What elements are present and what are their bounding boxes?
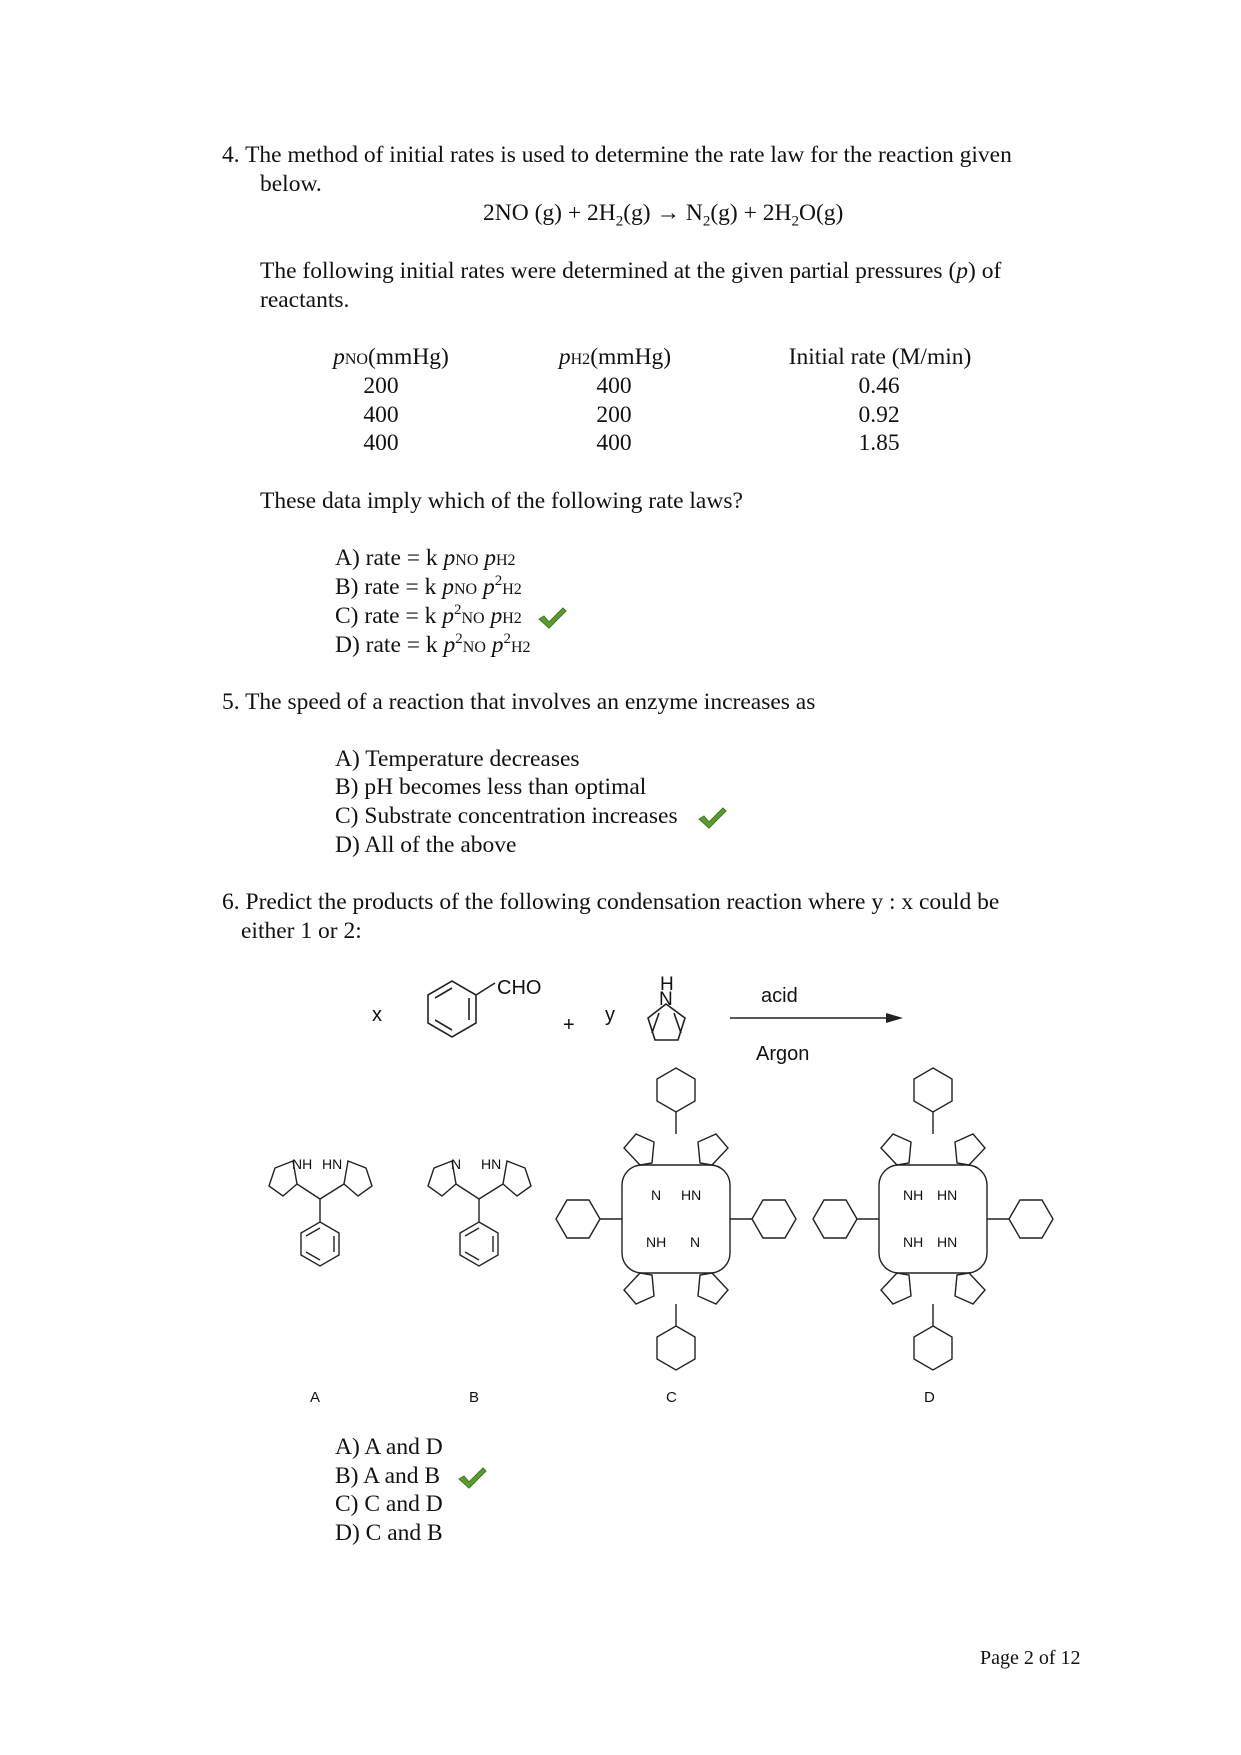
- product-a-structure: [269, 1161, 372, 1266]
- q6-option-c[interactable]: C) C and D: [335, 1491, 443, 1517]
- q4-option-a[interactable]: A) rate = k pNO pH2: [335, 545, 516, 571]
- page-number: Page 2 of 12: [980, 1647, 1081, 1669]
- svg-text:HN: HN: [681, 1187, 702, 1203]
- check-mark-icon: [457, 1466, 487, 1490]
- q6-text-line1: 6. Predict the products of the following condensation reaction where y : x could be: [222, 889, 1000, 915]
- q6-option-b[interactable]: B) A and B: [335, 1463, 441, 1489]
- q5-question: 5. The speed of a reaction that involves an enzyme increases as: [222, 689, 816, 715]
- svg-text:NH: NH: [292, 1156, 313, 1172]
- table-cell: 0.46: [858, 373, 900, 399]
- q5-option-b[interactable]: B) pH becomes less than optimal: [335, 774, 647, 800]
- acid-label: acid: [761, 985, 798, 1007]
- x-label: x: [372, 1004, 382, 1026]
- structure-label-c: C: [666, 1389, 677, 1406]
- table-cell: 400: [596, 373, 632, 399]
- svg-text:N: N: [690, 1234, 701, 1250]
- q4-intro-line1: The following initial rates were determined at the given partial pressures (p) of: [260, 258, 1002, 284]
- argon-label: Argon: [756, 1043, 810, 1065]
- q4-option-b[interactable]: B) rate = k pNO $p^2H2$: [335, 573, 522, 600]
- svg-text:HN: HN: [322, 1156, 343, 1172]
- cho-label: CHO: [497, 977, 542, 999]
- table-header-rate: Initial rate (M/min): [788, 344, 972, 370]
- pyrrole-n-label: N: [659, 989, 673, 1010]
- arrow-head-icon: [886, 1013, 903, 1023]
- svg-text:HN: HN: [937, 1234, 958, 1250]
- q4-intro-line2: reactants.: [260, 287, 350, 313]
- svg-text:N: N: [451, 1156, 462, 1172]
- product-b-structure: [428, 1161, 531, 1266]
- q4-option-c[interactable]: C) rate = k $p^2NO$ pH2: [335, 602, 522, 629]
- svg-text:HN: HN: [481, 1156, 502, 1172]
- svg-text:NH: NH: [903, 1187, 924, 1203]
- svg-text:NH: NH: [903, 1234, 924, 1250]
- table-cell: 400: [596, 430, 632, 456]
- q6-option-d[interactable]: D) C and B: [335, 1520, 443, 1546]
- q4-equation: 2NO $(g) + 2H_2(g) \to N_2(g) + 2H_2O(g)$: [483, 200, 844, 230]
- q6-text-line2: either 1 or 2:: [241, 918, 362, 944]
- plus-label: +: [563, 1014, 575, 1036]
- svg-text:HN: HN: [937, 1187, 958, 1203]
- svg-text:N: N: [651, 1187, 662, 1203]
- table-cell: 200: [596, 402, 632, 428]
- q4-text-line1: 4. The method of initial rates is used to determine the rate law for the reaction given: [222, 142, 1012, 168]
- q5-option-d[interactable]: D) All of the above: [335, 832, 517, 858]
- structure-label-a: A: [310, 1389, 321, 1406]
- table-header-pno: pNO(mmHg): [333, 344, 449, 370]
- table-cell: 1.85: [858, 430, 900, 456]
- svg-text:NH: NH: [646, 1234, 667, 1250]
- benzaldehyde-structure: [428, 981, 495, 1037]
- table-cell: 200: [363, 373, 399, 399]
- q4-option-d[interactable]: D) rate = k $p^2NO$ $p^2H2$: [335, 631, 531, 658]
- table-header-ph2: pH2(mmHg): [558, 344, 672, 370]
- q6-option-a[interactable]: A) A and D: [335, 1434, 443, 1460]
- y-label: y: [605, 1004, 615, 1026]
- pyrrole-h-label: H: [660, 974, 674, 995]
- q5-option-a[interactable]: A) Temperature decreases: [335, 746, 580, 772]
- q4-question: These data imply which of the following rate laws?: [260, 488, 743, 514]
- product-c-structure: [556, 1068, 796, 1370]
- q5-option-c[interactable]: C) Substrate concentration increases: [335, 803, 678, 829]
- table-cell: 400: [363, 430, 399, 456]
- structure-label-b: B: [469, 1389, 480, 1406]
- structure-label-d: D: [924, 1389, 935, 1406]
- q4-text-line2: below.: [260, 171, 322, 197]
- product-d-structure: [813, 1068, 1053, 1370]
- table-cell: 0.92: [858, 402, 900, 428]
- table-cell: 400: [363, 402, 399, 428]
